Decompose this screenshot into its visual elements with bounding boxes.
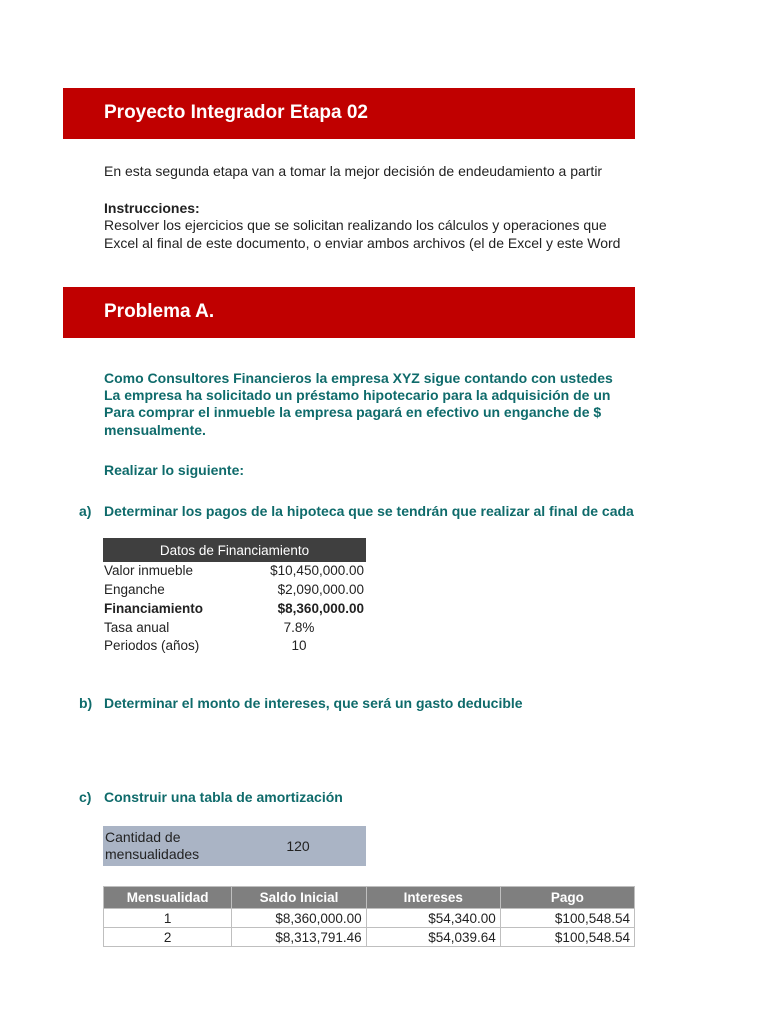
item-c-text: Construir una tabla de amortización: [104, 789, 343, 805]
installments-value: 120: [286, 838, 310, 854]
financing-value: $8,360,000.00: [277, 601, 364, 616]
financing-label: Financiamiento: [104, 601, 204, 616]
financing-row: [104, 620, 366, 638]
instructions-label: Instrucciones:: [104, 200, 200, 216]
financing-label: Enganche: [104, 582, 165, 597]
column-header: Intereses: [366, 887, 500, 909]
table-cell: $8,360,000.00: [232, 909, 366, 928]
financing-value: $10,450,000.00: [270, 563, 364, 578]
financing-label: Tasa anual: [104, 620, 170, 635]
installments-box: [103, 826, 366, 866]
realizar-heading: Realizar lo siguiente:: [104, 462, 245, 478]
table-cell: $8,313,791.46: [232, 928, 366, 947]
column-header: Saldo Inicial: [232, 887, 366, 909]
financing-label: Valor inmueble: [104, 563, 194, 578]
table-row: [104, 928, 635, 947]
financing-row: [104, 601, 366, 619]
table-cell: 1: [104, 909, 232, 928]
section-banner-problema: [63, 287, 635, 338]
column-header: Mensualidad: [104, 887, 232, 909]
problem-line-4: mensualmente.: [104, 422, 206, 438]
section-title: Problema A.: [104, 301, 215, 322]
financing-table-header: Datos de Financiamiento: [103, 538, 366, 562]
problem-line-2: La empresa ha solicitado un préstamo hipotecario para la adquisición de un: [104, 387, 611, 403]
item-b-marker: b): [79, 695, 93, 711]
financing-row: [104, 582, 366, 600]
page-title: Proyecto Integrador Etapa 02: [104, 102, 368, 123]
item-b-text: Determinar el monto de intereses, que será un gasto deducible: [104, 695, 523, 711]
table-cell: $54,340.00: [366, 909, 500, 928]
problem-line-1: Como Consultores Financieros la empresa XYZ sigue contando con ustedes: [104, 370, 613, 386]
financing-row: [104, 638, 366, 656]
table-cell: $54,039.64: [366, 928, 500, 947]
installments-label: Cantidad de mensualidades: [105, 829, 200, 862]
instructions-line-1: Resolver los ejercicios que se solicitan realizando los cálculos y operaciones que: [104, 217, 607, 233]
item-a-text: Determinar los pagos de la hipoteca que se tendrán que realizar al final de cada: [104, 503, 634, 519]
financing-row: [104, 563, 366, 581]
instructions-line-2: Excel al final de este documento, o enviar ambos archivos (el de Excel y este Word: [104, 235, 621, 251]
section-banner-proyecto: [63, 88, 635, 139]
table-cell: $100,548.54: [500, 928, 634, 947]
intro-text: En esta segunda etapa van a tomar la mejor decisión de endeudamiento a partir: [104, 163, 603, 179]
table-row: [104, 909, 635, 928]
amortization-table: [103, 886, 635, 947]
item-a-marker: a): [79, 503, 92, 519]
financing-value: 7.8%: [283, 620, 315, 635]
financing-value: 10: [291, 638, 307, 653]
problem-line-3: Para comprar el inmueble la empresa pagará en efectivo un enganche de $: [104, 404, 602, 420]
amortization-header-row: [104, 887, 635, 909]
table-cell: $100,548.54: [500, 909, 634, 928]
column-header: Pago: [500, 887, 634, 909]
financing-label: Periodos (años): [104, 638, 200, 653]
financing-value: $2,090,000.00: [277, 582, 364, 597]
table-cell: 2: [104, 928, 232, 947]
item-c-marker: c): [79, 789, 92, 805]
